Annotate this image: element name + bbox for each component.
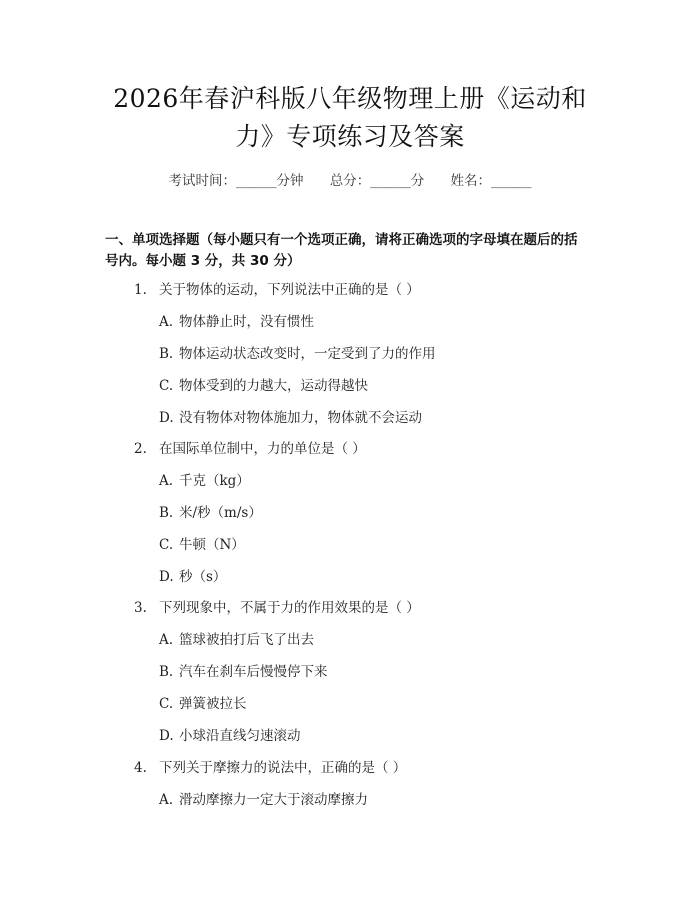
option-text: 小球沿直线匀速滚动 (179, 728, 301, 744)
question-2-option-a (159, 471, 250, 491)
option-text: 千克（kg） (179, 473, 250, 489)
option-text: 牛顿（N） (179, 537, 245, 553)
option-text: 物体受到的力越大，运动得越快 (179, 378, 368, 394)
question-3-option-a (159, 630, 314, 650)
question-number: 1. (134, 282, 147, 298)
question-1 (134, 280, 420, 300)
option-letter: A. (159, 792, 174, 808)
question-number: 4. (134, 760, 147, 776)
option-letter: A. (159, 632, 174, 648)
option-letter: B. (159, 664, 174, 680)
option-text: 篮球被拍打后飞了出去 (179, 632, 314, 648)
option-text: 汽车在刹车后慢慢停下来 (179, 664, 328, 680)
option-letter: A. (159, 314, 174, 330)
question-2-option-c (159, 535, 245, 555)
question-number: 3. (134, 600, 147, 616)
option-text: 滑动摩擦力一定大于滚动摩擦力 (179, 792, 368, 808)
question-3-option-b (159, 662, 328, 682)
option-letter: B. (159, 346, 174, 362)
question-4-option-a (159, 790, 368, 810)
exam-meta (0, 169, 700, 189)
option-text: 秒（s） (179, 569, 227, 585)
document-title-line-1: 2026年春沪科版八年级物理上册《运动和 (113, 84, 587, 113)
exam-name-field: 姓名：______ (450, 173, 532, 189)
option-letter: C. (159, 537, 174, 553)
option-text: 弹簧被拉长 (179, 696, 247, 712)
option-text: 米/秒（m/s） (179, 505, 262, 521)
option-letter: D. (159, 410, 174, 426)
option-letter: C. (159, 696, 174, 712)
document-title-line-2: 力》专项练习及答案 (235, 122, 465, 151)
option-letter: D. (159, 569, 174, 585)
question-text: 在国际单位制中，力的单位是（ ） (159, 441, 366, 457)
question-number: 2. (134, 441, 147, 457)
question-1-option-b (159, 344, 436, 364)
question-text: 下列现象中，不属于力的作用效果的是（ ） (159, 600, 420, 616)
question-1-option-d (159, 408, 422, 428)
question-1-option-c (159, 376, 368, 396)
option-letter: A. (159, 473, 174, 489)
option-letter: C. (159, 378, 174, 394)
option-letter: B. (159, 505, 174, 521)
question-1-option-a (159, 312, 314, 332)
option-letter: D. (159, 728, 174, 744)
section-heading-line-2: 号内。每小题 3 分，共 30 分） (105, 253, 301, 269)
question-3-option-d (159, 726, 301, 746)
exam-score-field: 总分：______分 (329, 173, 425, 189)
question-text: 关于物体的运动，下列说法中正确的是（ ） (159, 282, 420, 298)
question-4 (134, 758, 406, 778)
question-2-option-d (159, 567, 226, 587)
exam-time-field: 考试时间：______分钟 (168, 173, 304, 189)
option-text: 物体运动状态改变时，一定受到了力的作用 (179, 346, 436, 362)
option-text: 没有物体对物体施加力，物体就不会运动 (179, 410, 422, 426)
question-3-option-c (159, 694, 247, 714)
question-text: 下列关于摩擦力的说法中，正确的是（ ） (159, 760, 407, 776)
section-heading-line-1: 一、单项选择题（每小题只有一个选项正确，请将正确选项的字母填在题后的括 (105, 232, 578, 248)
question-3 (134, 598, 420, 618)
question-2-option-b (159, 503, 262, 523)
question-2 (134, 439, 366, 459)
option-text: 物体静止时，没有惯性 (179, 314, 314, 330)
